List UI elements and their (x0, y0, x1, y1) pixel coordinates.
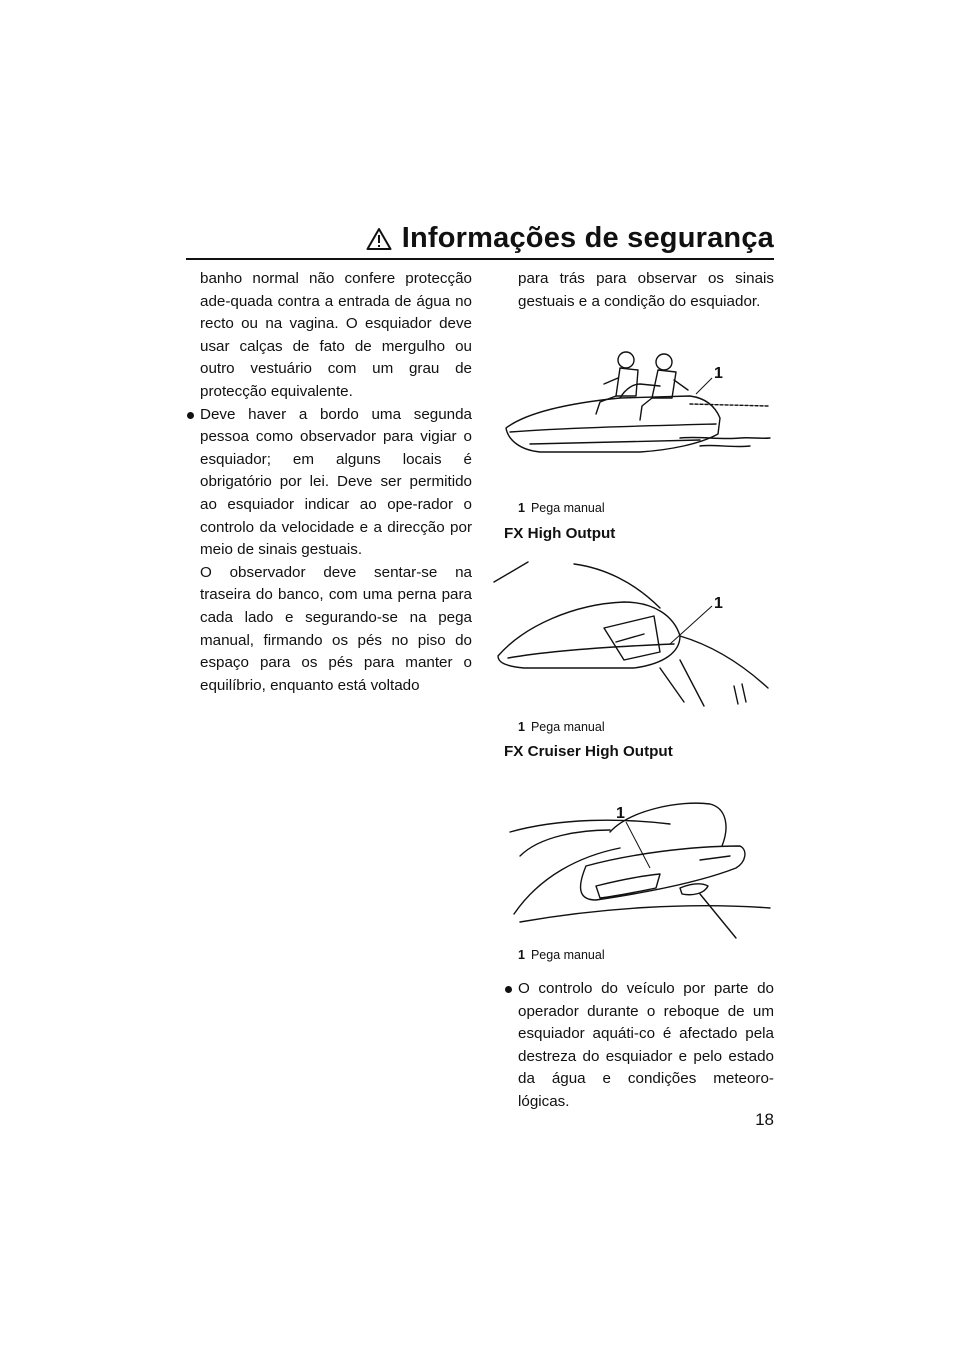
subhead-fx-high-output: FX High Output (504, 525, 616, 542)
paragraph-continued: banho normal não confere protecção ade-quada contra a entrada de água no recto ou na vagina. O esquiador deve usar calças de fato de mergulho ou outro vestuário com um grau de protecção equivalente. (200, 270, 472, 400)
right-column-bullet (504, 978, 774, 1114)
figure-1-caption (518, 501, 605, 515)
header-rule (186, 258, 774, 260)
warning-triangle-icon (366, 227, 392, 251)
figure-2-caption (518, 720, 605, 734)
page-title: Informações de segurança (401, 222, 774, 254)
caption-number: 1 (518, 720, 525, 734)
left-column (186, 268, 472, 697)
paragraph-continued-right: para trás para observar os sinais gestuais e a condição do esquiador. (518, 270, 774, 310)
page-header (366, 222, 774, 255)
caption-text: Pega manual (530, 948, 605, 962)
figure-3-caption (518, 948, 605, 962)
caption-text: Pega manual (530, 720, 605, 734)
figure-3-callout: 1 (616, 805, 625, 822)
figure-watercraft-observer (500, 340, 772, 470)
bullet-observer: Deve haver a bordo uma segunda pessoa como observador para vigiar o esquiador; em alguns locais é obrigatório por lei. Deve ser permitido ao esquiador indicar ao ope-rador o controlo da velocidade e a direcção por meio de sinais gestuais. (186, 404, 472, 562)
caption-number: 1 (518, 948, 525, 962)
caption-number: 1 (518, 501, 525, 515)
observer-paragraph: O observador deve sentar-se na traseira do banco, com uma perna para cada lado e segurando-se na pega manual, firmando os pés no piso do espaço para os pés para manter o equilíbrio, enquanto está voltado (200, 563, 472, 694)
caption-text: Pega manual (530, 501, 605, 515)
figure-fx-cruiser-handle (500, 796, 774, 940)
subhead-fx-cruiser-high-output: FX Cruiser High Output (504, 743, 673, 760)
right-column-intro (504, 268, 774, 313)
figure-1-callout: 1 (714, 365, 723, 382)
bullet-operator-control: O controlo do veículo por parte do operador durante o reboque de um esquiador aquáti-co é afectado pela destreza do esquiador e pelo estado da água e condições meteoro-lógicas. (504, 978, 774, 1114)
page-number: 18 (755, 1110, 774, 1129)
figure-fx-high-output-handle (484, 556, 772, 708)
figure-2-callout: 1 (714, 595, 723, 612)
